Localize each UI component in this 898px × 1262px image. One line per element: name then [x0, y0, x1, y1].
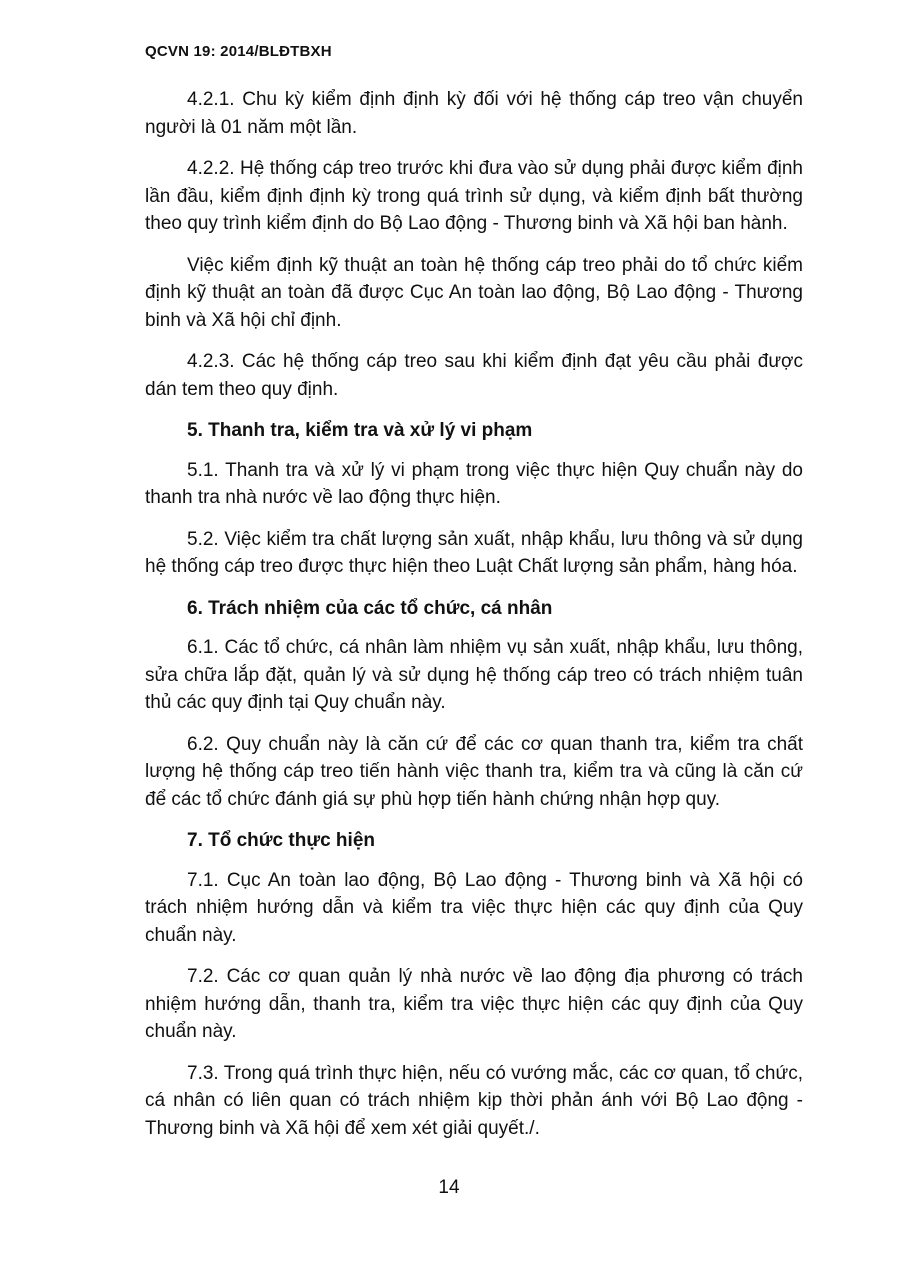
- clause-7-3: 7.3. Trong quá trình thực hiện, nếu có vướng mắc, các cơ quan, tổ chức, cá nhân có liên quan có trách nhiệm kịp thời phản ánh với Bộ Lao động - Thương binh và Xã hội để xem xét giải quyết./.: [145, 1062, 803, 1139]
- clause-4-2-2: 4.2.2. Hệ thống cáp treo trước khi đưa vào sử dụng phải được kiểm định lần đầu, kiểm định định kỳ trong quá trình sử dụng, và kiểm định bất thường theo quy trình kiểm định do Bộ Lao động - Thương binh và Xã hội ban hành.: [145, 158, 803, 234]
- document-body: [145, 86, 803, 1156]
- clause-4-2-1: 4.2.1. Chu kỳ kiểm định định kỳ đối với hệ thống cáp treo vận chuyển người là 01 năm một lần.: [145, 89, 803, 138]
- clause-5-1: 5.1. Thanh tra và xử lý vi phạm trong việc thực hiện Quy chuẩn này do thanh tra nhà nước về lao động thực hiện.: [145, 459, 803, 508]
- section-5-heading: 5. Thanh tra, kiểm tra và xử lý vi phạm: [187, 420, 533, 441]
- clause-6-1: 6.1. Các tổ chức, cá nhân làm nhiệm vụ sản xuất, nhập khẩu, lưu thông, sửa chữa lắp đặt, quản lý và sử dụng hệ thống cáp treo có trách nhiệm tuân thủ các quy định tại Quy chuẩn này.: [145, 637, 803, 713]
- document-code-header: QCVN 19: 2014/BLĐTBXH: [145, 43, 332, 60]
- page-number: 14: [438, 1177, 460, 1198]
- clause-4-2-2-note: Việc kiểm định kỹ thuật an toàn hệ thống cáp treo phải do tổ chức kiểm định kỹ thuật an toàn đã được Cục An toàn lao động, Bộ Lao động - Thương binh và Xã hội chỉ định.: [145, 254, 803, 331]
- section-6-heading: 6. Trách nhiệm của các tổ chức, cá nhân: [187, 597, 553, 619]
- clause-5-2: 5.2. Việc kiểm tra chất lượng sản xuất, nhập khẩu, lưu thông và sử dụng hệ thống cáp treo được thực hiện theo Luật Chất lượng sản phẩm, hàng hóa.: [145, 528, 803, 577]
- clause-4-2-3: 4.2.3. Các hệ thống cáp treo sau khi kiểm định đạt yêu cầu phải được dán tem theo quy định.: [145, 351, 803, 400]
- clause-6-2: 6.2. Quy chuẩn này là căn cứ để các cơ quan thanh tra, kiểm tra chất lượng hệ thống cáp treo tiến hành việc thanh tra, kiểm tra và cũng là căn cứ để các tổ chức đánh giá sự phù hợp tiến hành chứng nhận hợp quy.: [145, 733, 803, 810]
- clause-7-2: 7.2. Các cơ quan quản lý nhà nước về lao động địa phương có trách nhiệm hướng dẫn, thanh tra, kiểm tra việc thực hiện các quy định của Quy chuẩn này.: [145, 966, 803, 1042]
- section-7-heading: 7. Tổ chức thực hiện: [187, 830, 375, 851]
- clause-7-1: 7.1. Cục An toàn lao động, Bộ Lao động - Thương binh và Xã hội có trách nhiệm hướng dẫn và kiểm tra việc thực hiện các quy định của Quy chuẩn này.: [145, 869, 803, 946]
